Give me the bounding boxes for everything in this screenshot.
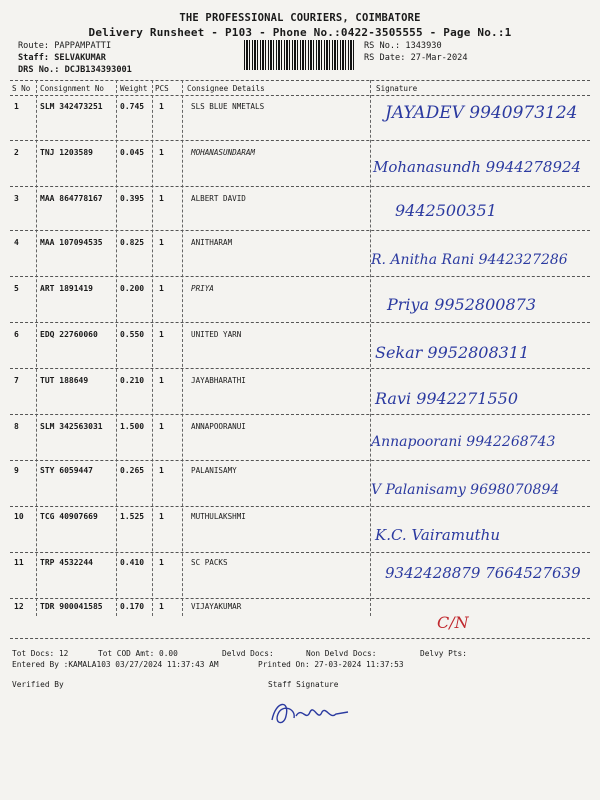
col-divider [116, 80, 117, 616]
signature-row-5 [365, 280, 595, 326]
runsheet-title: Delivery Runsheet - P103 - Phone No.:0422-3505555 - Page No.:1 [88, 26, 512, 39]
delvy-pts: Delvy Pts: [420, 649, 467, 658]
svg-text:Mohanasundh 9944278924: Mohanasundh 9944278924 [373, 158, 582, 176]
company-title: THE PROFESSIONAL COURIERS, COIMBATORE [179, 12, 421, 24]
signature-row-1 [365, 96, 595, 142]
staff-value: SELVAKUMAR [54, 53, 106, 63]
row-divider [10, 322, 590, 323]
tot-cod: Tot COD Amt: 0.00 [98, 649, 178, 658]
row-divider [10, 598, 590, 599]
svg-text:R. Anitha Rani 9442327286: R. Anitha Rani 9442327286 [371, 252, 568, 268]
col-divider [36, 80, 37, 616]
row-divider [10, 186, 590, 187]
svg-text:Priya 9952800873: Priya 9952800873 [387, 295, 536, 314]
row-divider [10, 460, 590, 461]
staff-signature-scribble [266, 694, 356, 734]
svg-text:Ravi 9942271550: Ravi 9942271550 [375, 389, 518, 408]
row-divider [10, 276, 590, 277]
rs-no-value: 1343930 [405, 41, 442, 51]
drs-value: DCJB134393001 [64, 65, 132, 75]
svg-text:V Palanisamy 9698070894: V Palanisamy 9698070894 [371, 482, 560, 498]
row-divider [10, 552, 590, 553]
svg-text:C/N: C/N [437, 613, 469, 632]
drs-line: DRS No.: DCJB134393001 [18, 65, 132, 75]
printed-on: Printed On: 27-03-2024 11:37:53 [258, 660, 404, 669]
signature-row-12 [365, 606, 595, 652]
row-divider [10, 230, 590, 231]
row-divider [10, 414, 590, 415]
signature-row-6 [365, 326, 595, 372]
entered-by: Entered By :KAMALA103 03/27/2024 11:37:43 AM [12, 660, 219, 669]
svg-text:Sekar 9952808311: Sekar 9952808311 [375, 343, 530, 362]
signature-row-4 [365, 234, 595, 280]
col-weight-header: Weight [120, 84, 148, 93]
rs-no-line: RS No.: 1343930 [364, 41, 442, 51]
row-divider [10, 506, 590, 507]
runsheet-page: THE PROFESSIONAL COURIERS, COIMBATORE Delivery Runsheet - P103 - Phone No.:0422-3505555 - Page No.:1 Route: PAPPAMPATTI Staff: SELVAKUMAR DRS No.: DCJB134393001 RS No.: 1343930 RS Date: 27-Mar-2024 S No Consignment No Weight PCS Consignee Details Signature 1 SLM 342473251 0.745 1 SLS BLUE NMETALS JAYADEV 9940973124 2 TNJ 1203589 0.045 1 MOHANASUNDARAM Mohanasundh 9944278924 3 MAA 864778167 0.395 1 ALBERT DAVID 9442500351 4 MAA 107094535 0.825 1 ANITHARAM R. Anitha Rani 9442327286 5 ART 1891419 0.200 1 PRIYA Priya 9952800873 6 EDQ 22760060 0.550 1 UNITED YARN Sekar 9952808311 7 TUT 188649 0.210 1 JAYABHARATHI Ravi 9942271550 8 SLM 342563031 1.500 1 ANNAPOORANUI Annapoorani 9942268743 9 STY 6059447 0.265 1 PALANISAMY V Palanisamy 9698070894 10 TCG 40907669 1.525 1 MUTHULAKSHMI K.C. Vairamuthu 11 TRP 4532244 0.410 1 SC PACKS 9342428879 7664527639 12 TDR 900041585 0.170 1 VIJAYAKUMAR C/N Tot Docs: 12 Tot COD Amt: 0.00 Delvd Docs: Non Delvd Docs: Delvy Pts: Entered By :KAMALA103 03/27/2024 11:37:43 AM Printed On: 27-03-2024 11:37:53 Verified By Staff Signature [0, 0, 600, 800]
col-consignee-header: Consignee Details [187, 84, 265, 93]
signature-row-7 [365, 372, 595, 418]
route-line: Route: PAPPAMPATTI [18, 41, 112, 51]
tot-docs: Tot Docs: 12 [12, 649, 69, 658]
signature-row-9 [365, 464, 595, 510]
row-divider [10, 368, 590, 369]
staff-line: Staff: SELVAKUMAR [18, 53, 106, 63]
col-divider [152, 80, 153, 616]
route-value: PAPPAMPATTI [54, 41, 112, 51]
rs-date-value: 27-Mar-2024 [410, 53, 468, 63]
col-pcs-header: PCS [155, 84, 169, 93]
svg-text:9442500351: 9442500351 [395, 201, 497, 220]
delvd-docs: Delvd Docs: [222, 649, 274, 658]
svg-text:K.C. Vairamuthu: K.C. Vairamuthu [375, 526, 500, 544]
table-top-divider [10, 80, 590, 81]
col-signature-header: Signature [376, 84, 418, 93]
row-divider [10, 140, 590, 141]
col-sno-header: S No [12, 84, 31, 93]
col-consignment-header: Consignment No [40, 84, 105, 93]
col-divider [182, 80, 183, 616]
barcode [244, 40, 356, 70]
signature-row-11 [365, 554, 595, 600]
staff-signature-label: Staff Signature [268, 680, 339, 689]
table-bottom-divider [10, 638, 590, 639]
svg-text:Annapoorani 9942268743: Annapoorani 9942268743 [371, 434, 556, 450]
signature-row-10 [365, 510, 595, 556]
non-delvd-docs: Non Delvd Docs: [306, 649, 377, 658]
svg-text:9342428879 7664527639: 9342428879 7664527639 [385, 564, 581, 582]
verified-by: Verified By [12, 680, 64, 689]
rs-date-line: RS Date: 27-Mar-2024 [364, 53, 468, 63]
svg-text:JAYADEV 9940973124: JAYADEV 9940973124 [385, 103, 578, 123]
